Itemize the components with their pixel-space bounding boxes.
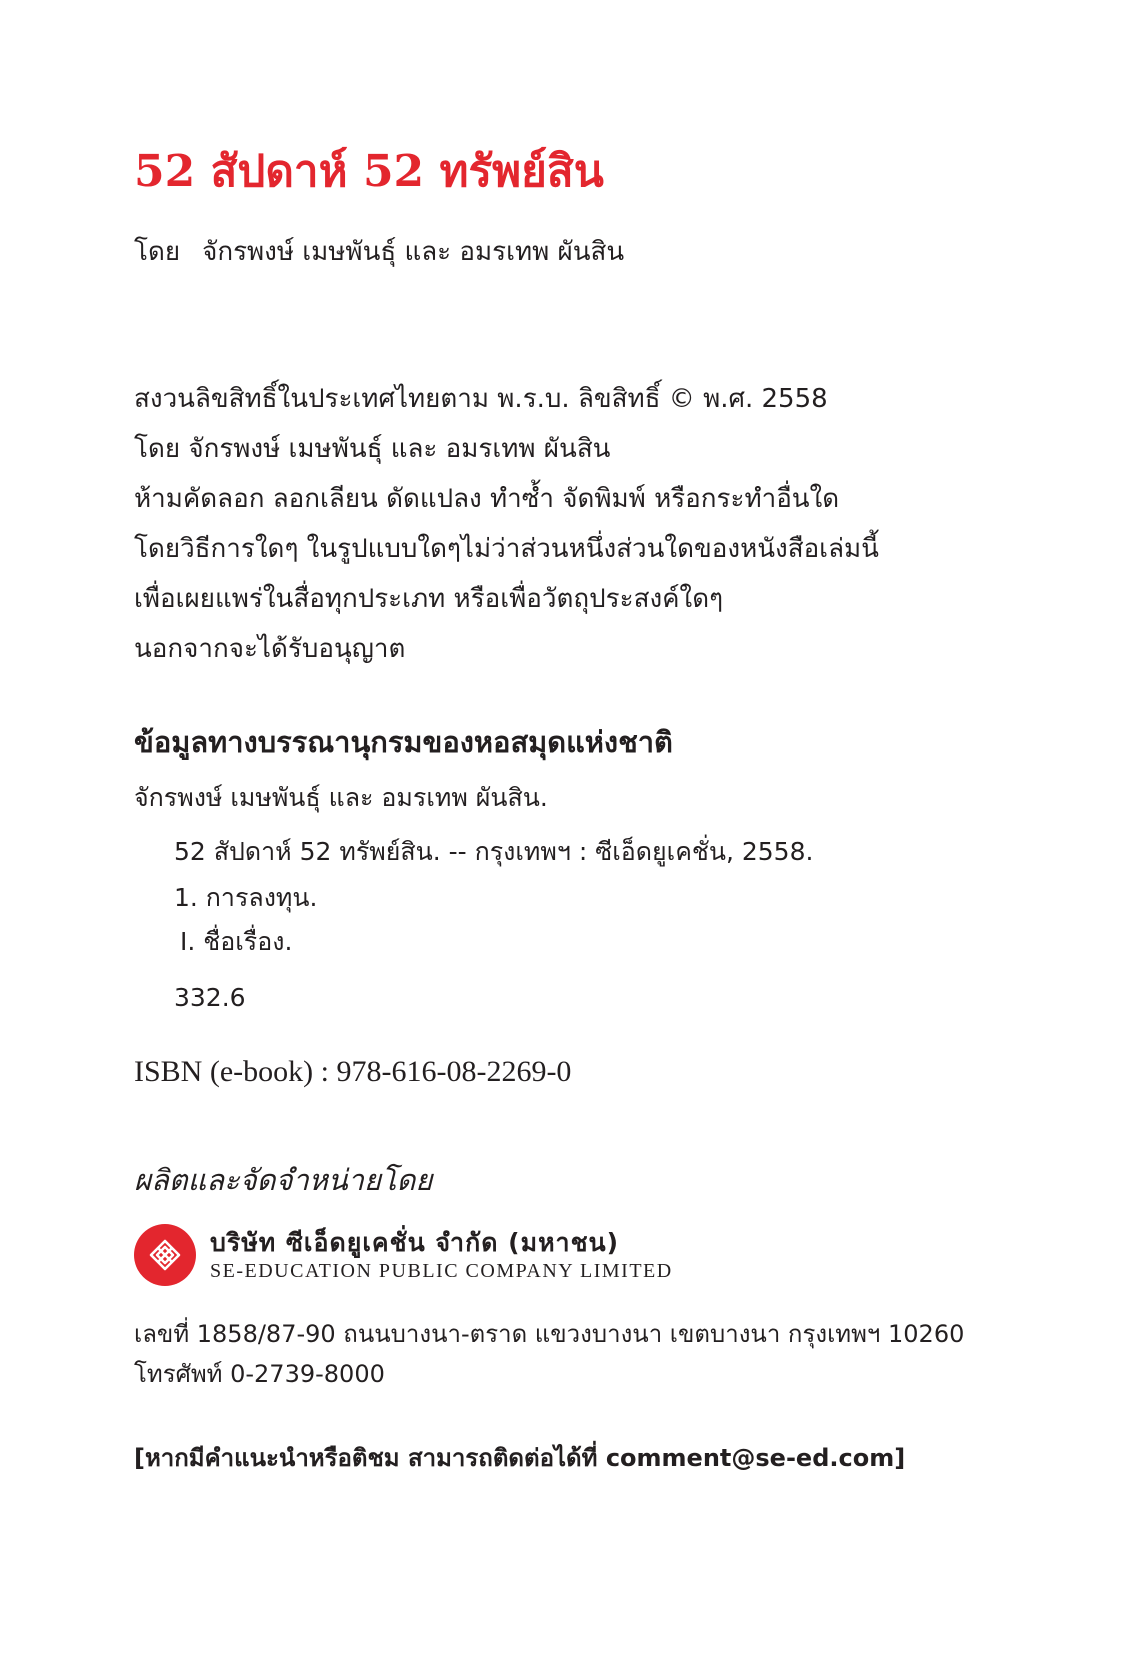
publisher-address bbox=[134, 1314, 964, 1394]
cip-heading: ข้อมูลทางบรรณานุกรมของหอสมุดแห่งชาติ bbox=[134, 725, 673, 759]
se-ed-logo-icon bbox=[134, 1224, 196, 1286]
comment-contact: [หากมีคำแนะนำหรือติชม สามารถติดต่อได้ที่ comment@se-ed.com] bbox=[134, 1444, 906, 1472]
publisher-name-thai: บริษัท ซีเอ็ดยูเคชั่น จำกัด (มหาชน) bbox=[210, 1228, 620, 1257]
copyright-line: นอกจากจะได้รับอนุญาต bbox=[134, 634, 406, 664]
isbn: ISBN (e-book) : 978-616-08-2269-0 bbox=[134, 1055, 572, 1088]
copyright-line: ห้ามคัดลอก ลอกเลียน ดัดแปลง ทำซ้ำ จัดพิมพ์ หรือกระทำอื่นใด bbox=[134, 484, 840, 514]
cip-subject: 1. การลงทุน. bbox=[174, 883, 318, 912]
cip-title-entry: I. ชื่อเรื่อง. bbox=[180, 927, 293, 956]
byline-authors: จักรพงษ์ เมษพันธุ์ และ อมรเทพ ผันสิน bbox=[202, 237, 625, 267]
produced-by-label: ผลิตและจัดจำหน่ายโดย bbox=[134, 1163, 433, 1197]
copyright-line: เพื่อเผยแพร่ในสื่อทุกประเภท หรือเพื่อวัตถุประสงค์ใดๆ bbox=[134, 584, 724, 614]
phone-line: โทรศัพท์ 0-2739-8000 bbox=[134, 1360, 385, 1388]
cip-author: จักรพงษ์ เมษพันธุ์ และ อมรเทพ ผันสิน. bbox=[134, 783, 548, 812]
cip-classification: 332.6 bbox=[174, 983, 246, 1012]
copyright-line: โดยวิธีการใดๆ ในรูปแบบใดๆไม่ว่าส่วนหนึ่งส่วนใดของหนังสือเล่มนี้ bbox=[134, 534, 879, 564]
copyright-line: โดย จักรพงษ์ เมษพันธุ์ และ อมรเทพ ผันสิน bbox=[134, 434, 611, 464]
publisher-name-english: SE-EDUCATION PUBLIC COMPANY LIMITED bbox=[210, 1260, 673, 1282]
copyright-notice bbox=[134, 374, 879, 674]
byline-by: โดย bbox=[134, 237, 181, 267]
copyright-line: สงวนลิขสิทธิ์ในประเทศไทยตาม พ.ร.บ. ลิขสิทธิ์ © พ.ศ. 2558 bbox=[134, 384, 828, 414]
address-line: เลขที่ 1858/87-90 ถนนบางนา-ตราด แขวงบางนา เขตบางนา กรุงเทพฯ 10260 bbox=[134, 1320, 965, 1348]
byline bbox=[134, 234, 624, 270]
se-ed-logo-mark bbox=[147, 1237, 183, 1273]
book-title: 52 สัปดาห์ 52 ทรัพย์สิน bbox=[134, 146, 604, 197]
publisher-names bbox=[210, 1227, 673, 1283]
cip-title-line: 52 สัปดาห์ 52 ทรัพย์สิน. -- กรุงเทพฯ : ซีเอ็ดยูเคชั่น, 2558. bbox=[174, 837, 814, 866]
publisher-block bbox=[134, 1222, 673, 1288]
